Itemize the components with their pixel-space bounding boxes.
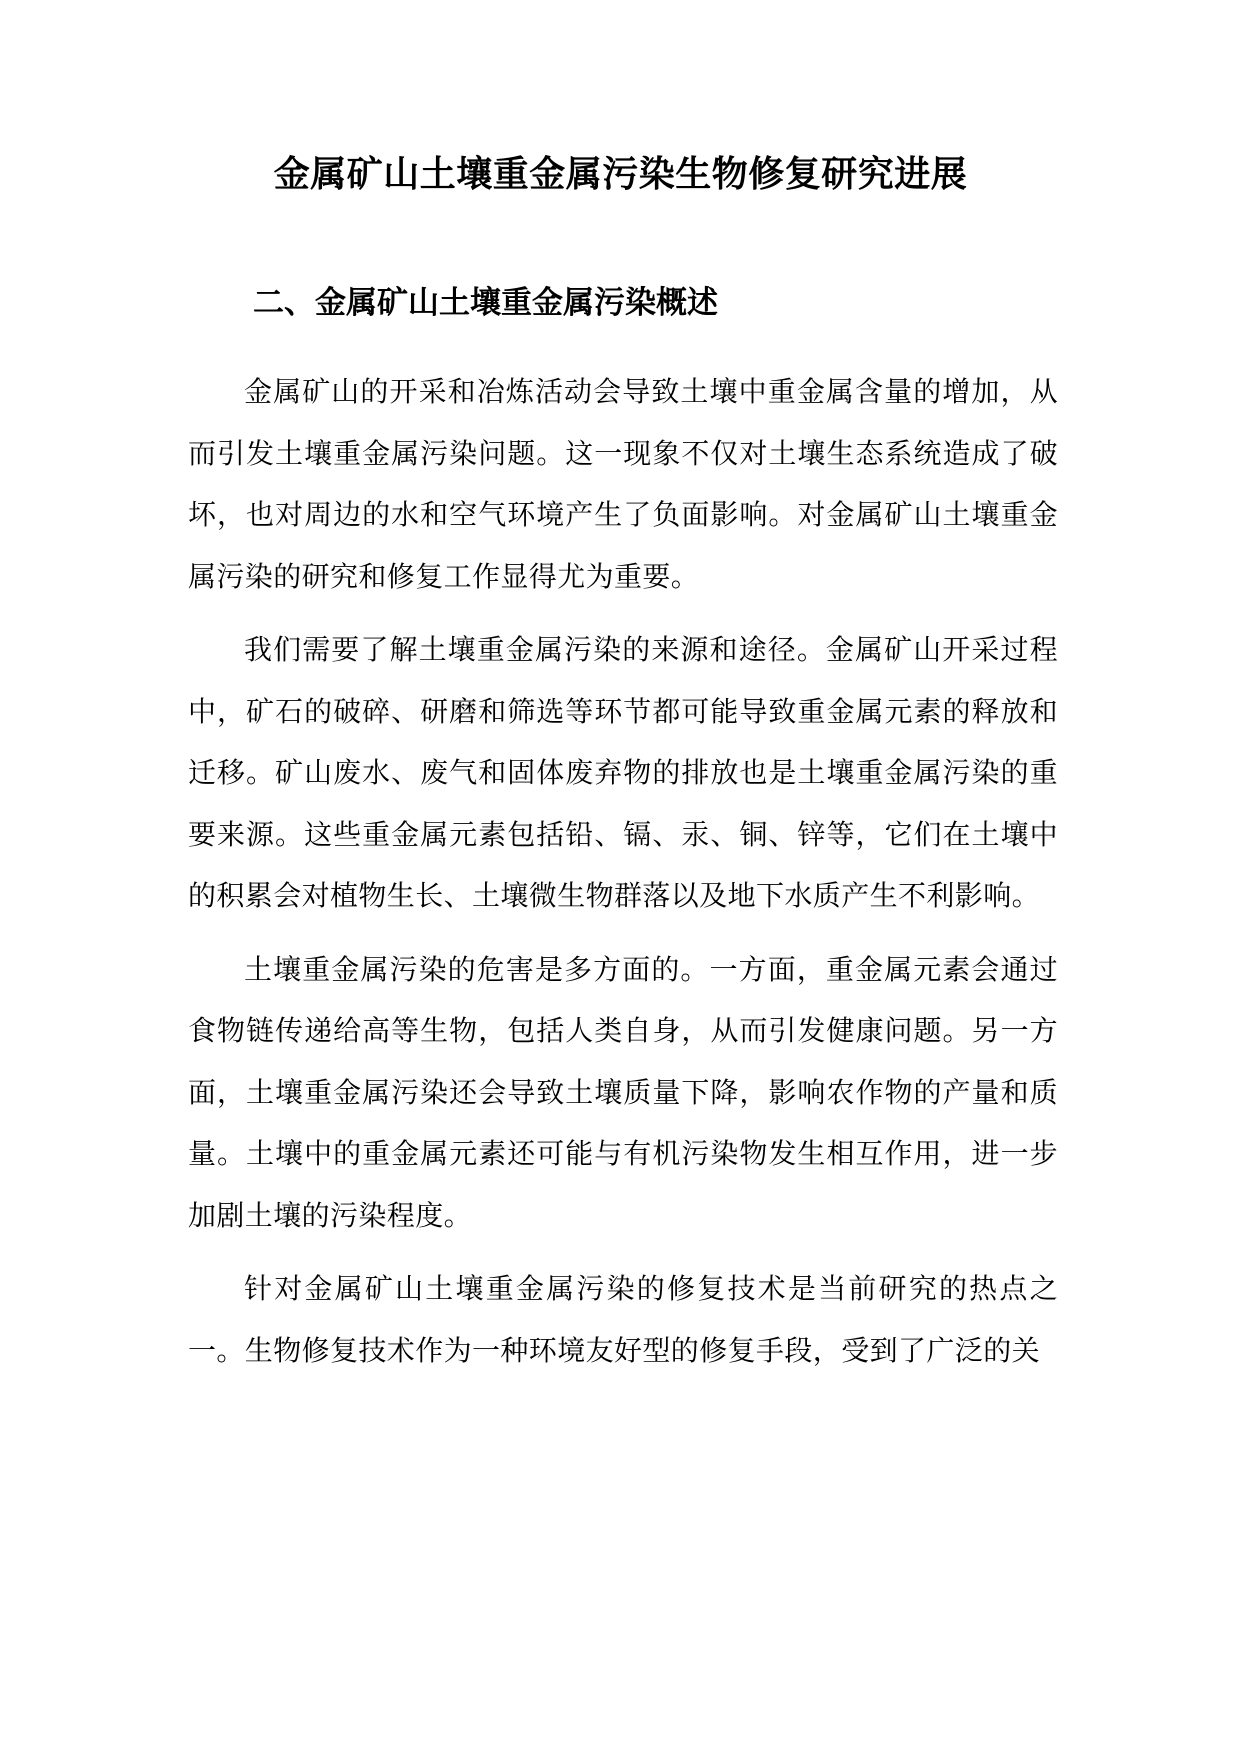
- body-text: [188, 361, 1058, 1393]
- paragraph: 针对金属矿山土壤重金属污染的修复技术是当前研究的热点之一。生物修复技术作为一种环境友好型的修复手段，受到了广泛的关: [188, 1272, 1058, 1367]
- paragraph: 土壤重金属污染的危害是多方面的。一方面，重金属元素会通过食物链传递给高等生物，包括人类自身，从而引发健康问题。另一方面，土壤重金属污染还会导致土壤质量下降，影响农作物的产量和质量。土壤中的重金属元素还可能与有机污染物发生相互作用，进一步加剧土壤的污染程度。: [188, 952, 1058, 1232]
- section-heading: 二、金属矿山土壤重金属污染概述: [253, 285, 718, 321]
- paragraph: 我们需要了解土壤重金属污染的来源和途径。金属矿山开采过程中，矿石的破碎、研磨和筛选等环节都可能导致重金属元素的释放和迁移。矿山废水、废气和固体废弃物的排放也是土壤重金属污染的重要来源。这些重金属元素包括铅、镉、汞、铜、锌等，它们在土壤中的积累会对植物生长、土壤微生物群落以及地下水质产生不利影响。: [188, 633, 1058, 912]
- paragraph: 金属矿山的开采和冶炼活动会导致土壤中重金属含量的增加，从而引发土壤重金属污染问题。这一现象不仅对土壤生态系统造成了破坏，也对周边的水和空气环境产生了负面影响。对金属矿山土壤重金属污染的研究和修复工作显得尤为重要。: [188, 375, 1058, 593]
- document-title: 金属矿山土壤重金属污染生物修复研究进展: [273, 154, 968, 195]
